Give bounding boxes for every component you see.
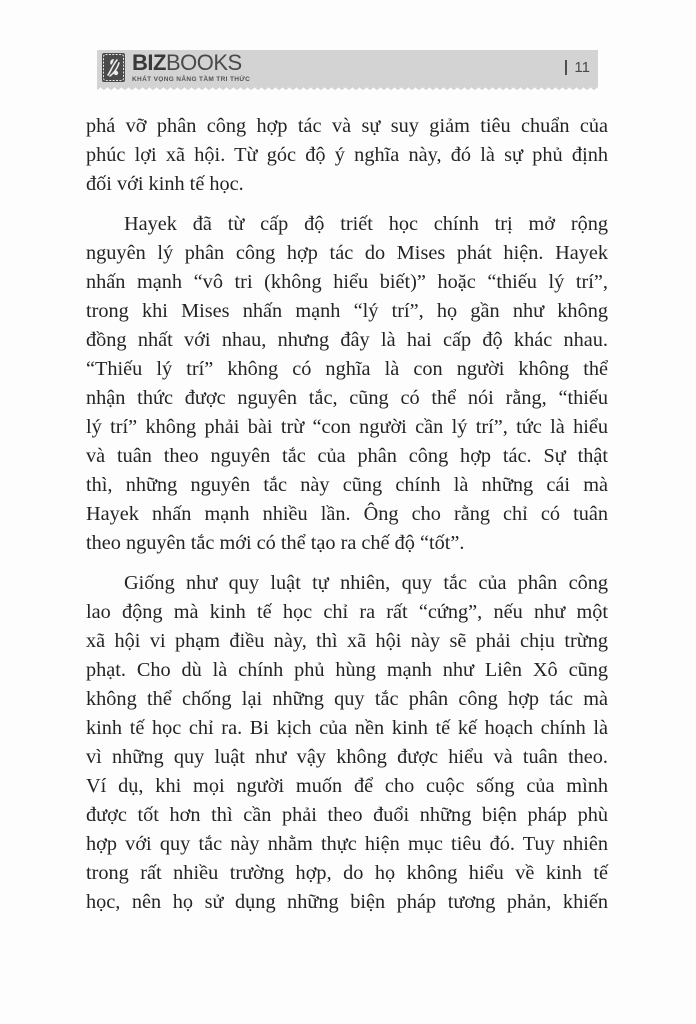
paragraph [86, 210, 608, 558]
text-line: trong khi Mises nhấn mạnh “lý trí”, họ gần như không [86, 300, 608, 322]
text-line: theo nguyên tắc mới có thể tạo ra chế độ “tốt”. [86, 532, 465, 554]
text-line: Hayek nhấn mạnh nhiều lần. Ông cho rằng chỉ có tuân [86, 503, 608, 525]
page-number-separator [565, 60, 567, 75]
brand-tagline: KHÁT VỌNG NÂNG TẦM TRI THỨC [132, 76, 251, 84]
brand-block [132, 49, 251, 84]
page-number-value: 11 [574, 59, 590, 76]
brand-secondary: BOOKS [165, 49, 242, 75]
text-line: kinh tế học chỉ ra. Bi kịch của nền kinh tế kế hoạch chính là [86, 717, 608, 739]
text-line: được tốt hơn thì cần phải theo đuổi những biện pháp phù [86, 804, 608, 826]
text-line: lý trí” không phải bài trừ “con người cần lý trí”, tức là hiểu [86, 416, 608, 438]
brand-name [132, 49, 250, 75]
text-line: lao động mà kinh tế học chỉ ra rất “cứng”, nếu như một [86, 601, 608, 623]
paragraph [86, 569, 608, 917]
text-line: trong rất nhiều trường hợp, do họ không hiểu về kinh tế [86, 862, 608, 884]
text-line: Giống như quy luật tự nhiên, quy tắc của phân công [124, 572, 608, 594]
text-line: phúc lợi xã hội. Từ góc độ ý nghĩa này, đó là sự phủ định [86, 144, 608, 166]
text-line: phạt. Cho dù là chính phủ hùng mạnh như Liên Xô cũng [86, 659, 608, 681]
text-line: “Thiếu lý trí” không có nghĩa là con người không thể [86, 358, 608, 380]
bizbooks-emblem-icon [102, 53, 125, 82]
zigzag-edge [97, 85, 598, 90]
paragraph [86, 112, 608, 199]
text-line: nguyên lý phân công hợp tác do Mises phát hiện. Hayek [86, 242, 608, 264]
page-number [565, 59, 590, 76]
text-line: không thể chống lại những quy tắc phân công hợp tác mà [86, 688, 608, 710]
text-line: nhấn mạnh “vô tri (không hiểu biết)” hoặc “thiếu lý trí”, [86, 271, 608, 293]
text-line: Ví dụ, khi mọi người muốn để cho cuộc sống của mình [86, 775, 608, 797]
text-line: xã hội vi phạm điều này, thì xã hội này sẽ phải chịu trừng [86, 630, 608, 652]
text-line: nhận thức được nguyên tắc, cũng có thể nói rằng, “thiếu [86, 387, 608, 409]
page-text [86, 112, 608, 917]
text-line: và tuân theo nguyên tắc của phân công hợp tác. Sự thật [86, 445, 608, 467]
header-bar [97, 50, 598, 90]
header-bar-strip [97, 50, 598, 85]
text-line: phá vỡ phân công hợp tác và sự suy giảm tiêu chuẩn của [86, 115, 608, 137]
text-line: đối với kinh tế học. [86, 173, 244, 195]
text-line: Hayek đã từ cấp độ triết học chính trị mở rộng [124, 213, 608, 235]
text-line: thì, những nguyên tắc này cũng chính là những cái mà [86, 474, 608, 496]
text-line: đồng nhất với nhau, nhưng đây là hai cấp độ khác nhau. [86, 329, 608, 351]
brand-primary: BIZ [132, 49, 166, 75]
text-line: hợp với quy tắc này nhằm thực hiện mục tiêu đó. Tuy nhiên [86, 833, 608, 855]
text-line: học, nên họ sử dụng những biện pháp tương phản, khiến [86, 891, 608, 913]
text-line: vì những quy luật như vậy không được hiểu và tuân theo. [86, 746, 608, 768]
